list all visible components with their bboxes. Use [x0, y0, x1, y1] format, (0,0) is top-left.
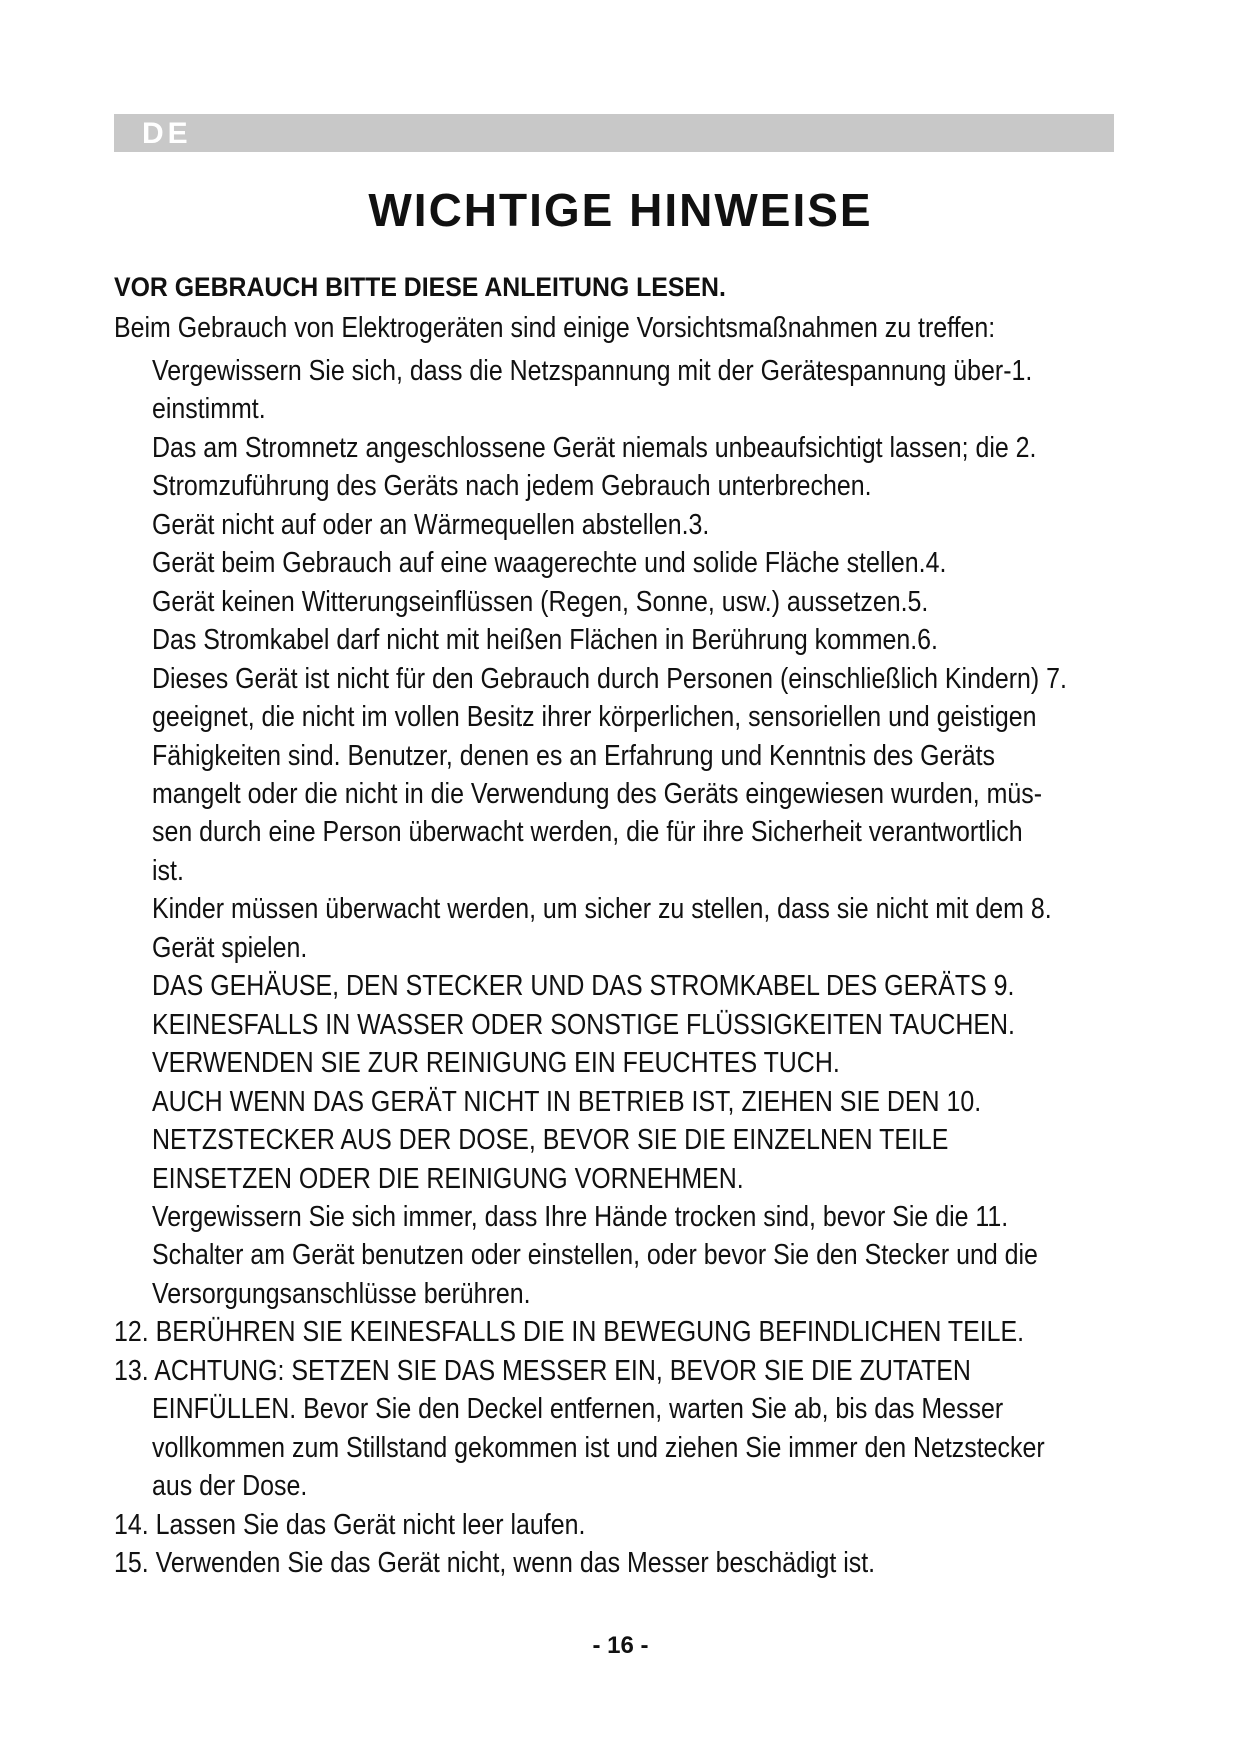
instruction-line: Das am Stromnetz angeschlossene Gerät niemals unbeaufsichtigt lassen; die 2.	[152, 432, 1037, 464]
instruction-line: Gerät beim Gebrauch auf eine waagerechte und solide Fläche stellen.4.	[152, 547, 947, 579]
instruction-line: Das Stromkabel darf nicht mit heißen Flächen in Berührung kommen.6.	[152, 624, 938, 656]
instruction-line: Stromzuführung des Geräts nach jedem Gebrauch unterbrechen.	[152, 470, 872, 502]
instruction-line: Gerät nicht auf oder an Wärmequellen abstellen.3.	[152, 509, 710, 541]
instruction-line: Vergewissern Sie sich immer, dass Ihre Hände trocken sind, bevor Sie die 11.	[152, 1201, 1009, 1233]
instruction-line: Kinder müssen überwacht werden, um sicher zu stellen, dass sie nicht mit dem 8.	[152, 893, 1052, 925]
instruction-line: mangelt oder die nicht in die Verwendung des Geräts eingewiesen wurden, müs-	[152, 778, 1043, 810]
instruction-line: NETZSTECKER AUS DER DOSE, BEVOR SIE DIE EINZELNEN TEILE	[152, 1124, 949, 1156]
instruction-line: einstimmt.	[152, 393, 266, 425]
instruction-line: Gerät spielen.	[152, 932, 308, 964]
language-code: DE	[142, 117, 192, 150]
instruction-line: Vergewissern Sie sich, dass die Netzspannung mit der Gerätespannung über-1.	[152, 355, 1033, 387]
language-header-bar	[114, 114, 1114, 152]
instruction-line: vollkommen zum Stillstand gekommen ist und ziehen Sie immer den Netzstecker	[152, 1432, 1045, 1464]
instruction-line: 12. BERÜHREN SIE KEINESFALLS DIE IN BEWEGUNG BEFINDLICHEN TEILE.	[114, 1316, 1025, 1348]
read-instructions-heading: VOR GEBRAUCH BITTE DIESE ANLEITUNG LESEN.	[114, 272, 726, 302]
instruction-line: AUCH WENN DAS GERÄT NICHT IN BETRIEB IST, ZIEHEN SIE DEN 10.	[152, 1086, 982, 1118]
intro-text: Beim Gebrauch von Elektrogeräten sind einige Vorsichtsmaßnahmen zu treffen:	[114, 312, 996, 344]
instruction-line: geeignet, die nicht im vollen Besitz ihrer körperlichen, sensoriellen und geistigen	[152, 701, 1037, 733]
instruction-line: EINSETZEN ODER DIE REINIGUNG VORNEHMEN.	[152, 1163, 744, 1195]
page-number: - 16 -	[592, 1632, 649, 1659]
instruction-line: 14. Lassen Sie das Gerät nicht leer laufen.	[114, 1509, 586, 1541]
instruction-line: DAS GEHÄUSE, DEN STECKER UND DAS STROMKABEL DES GERÄTS 9.	[152, 970, 1015, 1002]
instruction-line: Gerät keinen Witterungseinflüssen (Regen, Sonne, usw.) aussetzen.5.	[152, 586, 929, 618]
instruction-line: 13. ACHTUNG: SETZEN SIE DAS MESSER EIN, BEVOR SIE DIE ZUTATEN	[114, 1355, 971, 1387]
instruction-line: ist.	[152, 855, 184, 887]
instruction-line: EINFÜLLEN. Bevor Sie den Deckel entfernen, warten Sie ab, bis das Messer	[152, 1393, 1004, 1425]
instruction-line: KEINESFALLS IN WASSER ODER SONSTIGE FLÜSSIGKEITEN TAUCHEN.	[152, 1009, 1015, 1041]
page-title: WICHTIGE HINWEISE	[368, 184, 873, 236]
instruction-line: 15. Verwenden Sie das Gerät nicht, wenn das Messer beschädigt ist.	[114, 1547, 876, 1579]
instruction-line: aus der Dose.	[152, 1470, 308, 1502]
instruction-line: VERWENDEN SIE ZUR REINIGUNG EIN FEUCHTES TUCH.	[152, 1047, 840, 1079]
instruction-line: sen durch eine Person überwacht werden, die für ihre Sicherheit verantwortlich	[152, 816, 1023, 848]
instruction-line: Versorgungsanschlüsse berühren.	[152, 1278, 531, 1310]
instruction-line: Schalter am Gerät benutzen oder einstellen, oder bevor Sie den Stecker und die	[152, 1239, 1038, 1271]
instruction-line: Fähigkeiten sind. Benutzer, denen es an Erfahrung und Kenntnis des Geräts	[152, 740, 995, 772]
instruction-line: Dieses Gerät ist nicht für den Gebrauch durch Personen (einschließlich Kindern) 7.	[152, 663, 1067, 695]
